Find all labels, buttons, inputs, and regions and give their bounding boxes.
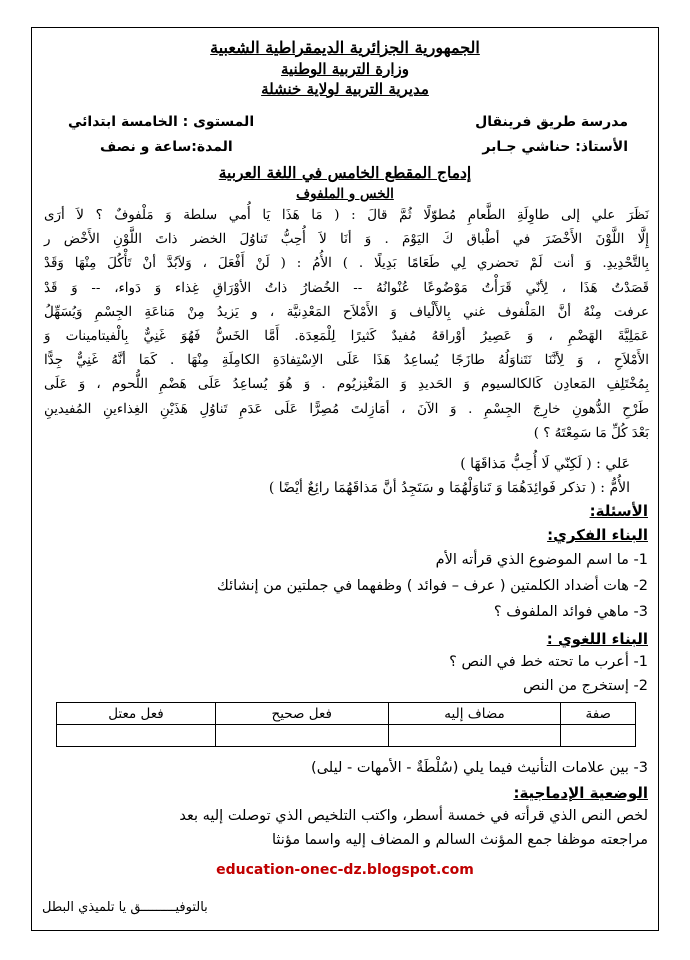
integration-line-1: لخص النص الذي قرأته في خمسة أسطر، واكتب التلخيص الذي توصلت إليه بعد bbox=[179, 808, 648, 824]
integration-heading: الوضعية الإدماجية: bbox=[513, 784, 648, 802]
integration-line-2: مراجعته موظفا جمع المؤنث السالم و المضاف إليه واسما مؤنثا bbox=[272, 832, 648, 848]
answer-cell[interactable] bbox=[215, 725, 388, 747]
table-header-cell: فعل معتل bbox=[57, 703, 216, 725]
grammar-question-3: 3- بين علامات التأنيث فيما يلي (سُلْطَةٌ - الأمهات - ليلى) bbox=[311, 760, 648, 776]
directorate-heading: مديرية التربية لولاية خنشلة bbox=[261, 80, 429, 98]
exam-title: إدماج المقطع الخامس في اللغة العربية bbox=[218, 163, 472, 182]
table-header-cell: مضاف إليه bbox=[388, 703, 561, 725]
questions-heading: الأسئلة: bbox=[589, 502, 648, 520]
grammar-question-2: 2- إستخرج من النص bbox=[523, 678, 648, 694]
passage-line: بِالتَّحْدِيدِ. وَ أنت لَمْ تحضري لِي طَعَامًا بَدِيلًا . ) الأُمُ : ( لَنْ أَفْعَلَ ، وَلاَبُدَّ أنْ تَأْكُلَ مِنْهَا وَقَدْ bbox=[44, 256, 649, 272]
passage-line: عَمَلِيَّةَ الهَضْمِ ، وَ عَصِيرُ أوْراقهُ مُفيدٌ كَثيرًا لِلْمَعِدَة. أَمَّا الخَسُّ فَهُوَ غَنِيٌّ بِالْفيتامينات وَ bbox=[44, 329, 649, 345]
dialogue-mother: الأُمُّ : ( تذكر فَوائِدَهُمَا وَ تَناوَلْهُمَا و سَتَجِدُ أنَّ مَذاقَهُمَا رائِعٌ أيْضًا ) bbox=[268, 480, 630, 496]
table-answer-row bbox=[57, 725, 636, 747]
grammar-heading: البناء اللغوي : bbox=[546, 630, 648, 648]
extraction-table bbox=[56, 702, 636, 747]
passage-line: الأَمْلاَحِ ، وَ لِأنَّنَا نَتَناوَلُهُ طازَجًا يُساعِدُ هَذَا عَلَى الاِسْتِفادَةِ الكامِلَةِ مِنْهَا . كَمَا أنَّهُ غَنِيٌّ جِدًّا bbox=[44, 353, 649, 369]
comprehension-question-3: 3- ماهي فوائد الملفوف ؟ bbox=[493, 604, 648, 620]
answer-cell[interactable] bbox=[57, 725, 216, 747]
table-header-row bbox=[57, 703, 636, 725]
website-link[interactable]: education-onec-dz.blogspot.com bbox=[216, 862, 474, 878]
school-name: مدرسة طريق فرينقال bbox=[475, 114, 628, 130]
comprehension-heading: البناء الفكري: bbox=[547, 526, 648, 544]
passage-line: قَصَدْتُ هَذَا ، لِأنّي قَرَأْتُ مَوْضُوعًا عُنْوانُهُ -- الخُضارُ ذاتُ الأوْرَاقِ غِذاء وَ دَواء، -- وَ قَدْ bbox=[44, 280, 649, 296]
footer-wish: بالتوفيـــــــــق يا تلميذي البطل bbox=[42, 900, 208, 915]
passage-line: بِمُخْتَلِفِ المَعادِن كَالكالسيوم وَ الحَديدِ وَ المَغْنِزيُوم . وَ هُوَ يُساعِدُ عَلَى هَضْمِ اللُّحوم ، وَ عَلَى bbox=[44, 377, 649, 393]
passage-line: نَظَرَ علي إلى طاوِلَةِ الطَّعامِ مُطوّلًا ثُمَّ قالَ : ( مَا هَذَا يَا أُمي سلطة وَ مَلْفوفٌ ؟ لاَ أرَى bbox=[44, 208, 649, 223]
passage-line: إِلَّا اللَّوْنَ الأَخْضَرَ في أطْباق كَ اليَوْمَ . وَ أنَا لاَ أُحِبُّ تَناوُلَ الخضر ذاتَ اللَّوْنِ الأَخْض ر bbox=[44, 232, 649, 248]
grammar-question-1: 1- أعرب ما تحته خط في النص ؟ bbox=[449, 654, 648, 670]
dialogue-ali: عَلي : ( لَكِنّي لَا أُحِبُّ مَذاقَهَا ) bbox=[460, 456, 630, 472]
table-header-cell: فعل صحيح bbox=[215, 703, 388, 725]
republic-heading: الجمهورية الجزائرية الديمقراطية الشعبية bbox=[210, 38, 480, 57]
answer-cell[interactable] bbox=[388, 725, 561, 747]
answer-cell[interactable] bbox=[561, 725, 636, 747]
table-header-cell: صفة bbox=[561, 703, 636, 725]
ministry-heading: وزارة التربية الوطنية bbox=[280, 60, 409, 78]
passage-line: عرفت مِنْهُ أنَّ المَلْفوف غني بِالأَلْياف وَ الأَمْلاَح المَعْدِنيَّة ، و يَزيدُ مِنْ مَناعَةِ الجِسْمِ وَيُسَهِّلُ bbox=[44, 304, 649, 320]
passage-line: بَعْدَ كُلِّ مَا سَمِعْتَهُ ؟ ) bbox=[533, 425, 649, 441]
reading-passage bbox=[44, 204, 649, 446]
duration-label: المدة:ساعة و نصف bbox=[100, 139, 233, 155]
level-label: المستوى : الخامسة ابتدائي bbox=[68, 114, 255, 130]
comprehension-question-2: 2- هات أضداد الكلمتين ( عرف – فوائد ) وظفهما في جملتين من إنشائك bbox=[216, 578, 648, 594]
text-title: الخس و الملفوف bbox=[296, 186, 394, 202]
comprehension-question-1: 1- ما اسم الموضوع الذي قرأته الأم bbox=[435, 552, 648, 568]
passage-line: طَرْحِ الدُّهونِ خارِجَ الجِسْمِ . وَ الآنَ ، أمَازِلتَ مُصِرًّا عَلَى عَدَمِ تَناوُلِ هَذَيْنِ الغِذاءينِ المُفيدينِ bbox=[44, 401, 649, 417]
teacher-name: الأستاذ: حناشي جـابر bbox=[482, 139, 628, 155]
